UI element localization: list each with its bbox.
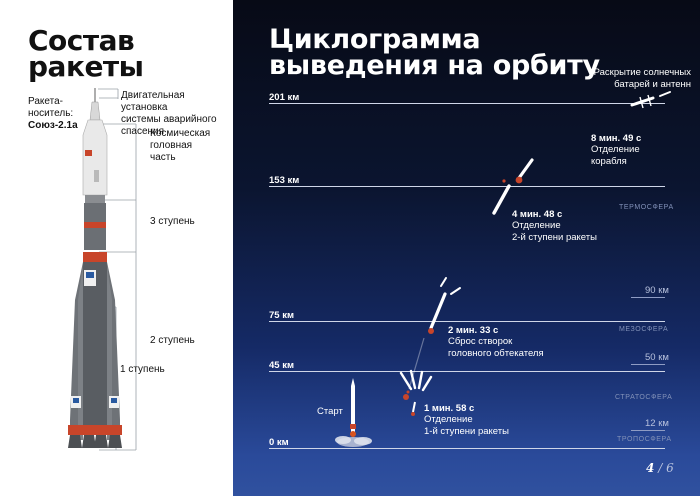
- zone-thermosphere: ТЕРМОСФЕРА: [619, 204, 674, 211]
- altitude-label-201: 201 км: [269, 92, 300, 103]
- page-separator: /: [658, 461, 663, 475]
- event-start-label: Старт: [317, 406, 343, 417]
- altitude-label-75: 75 км: [269, 310, 294, 321]
- event-1-text: Отделение 1-й ступени ракеты: [424, 414, 509, 437]
- page-current: 4: [646, 461, 655, 475]
- rocket-label: Ракета- носитель:: [28, 96, 74, 119]
- event-2-time: 2 мин. 33 с: [448, 325, 499, 336]
- event-1-time: 1 мин. 58 с: [424, 403, 475, 414]
- label-stage-3: 3 ступень: [150, 216, 195, 227]
- zone-km-90: 90 км: [645, 285, 669, 296]
- rocket-name: Союз-2.1а: [28, 120, 78, 131]
- ascent-cyclogram-panel: [233, 0, 700, 496]
- event-4-time: 8 мин. 49 с: [591, 133, 642, 144]
- zone-troposphere: ТРОПОСФЕРА: [617, 436, 672, 443]
- composition-title-line2: ракеты: [28, 50, 144, 83]
- event-3-time: 4 мин. 48 с: [512, 209, 563, 220]
- composition-title-line1: Состав: [28, 24, 135, 57]
- event-3-text: Отделение 2-й ступени ракеты: [512, 220, 597, 243]
- soyuz-rocket-illustration: [0, 0, 233, 496]
- label-head-section: Космическая головная часть: [150, 128, 211, 163]
- rocket-composition-panel: [0, 0, 233, 496]
- page-indicator: [646, 461, 674, 475]
- label-stage-2: 2 ступень: [150, 335, 195, 346]
- zone-km-50: 50 км: [645, 352, 669, 363]
- altitude-label-0: 0 км: [269, 437, 289, 448]
- event-2-text: Сброс створок головного обтекателя: [448, 336, 544, 359]
- cyclogram-title-line2: выведения на орбиту: [269, 50, 600, 81]
- solar-panel-deployment-illustration: [233, 0, 700, 496]
- page-total: 6: [666, 461, 674, 475]
- zone-stratosphere: СТРАТОСФЕРА: [615, 394, 673, 401]
- label-escape-system: Двигательная установка системы аварийного спасения: [121, 90, 217, 137]
- zone-km-12: 12 км: [645, 418, 669, 429]
- event-5-text: Раскрытие солнечных батарей и антенн: [593, 67, 691, 90]
- altitude-label-153: 153 км: [269, 175, 300, 186]
- altitude-label-45: 45 км: [269, 360, 294, 371]
- event-4-text: Отделение корабля: [591, 144, 640, 167]
- cyclogram-title-line1: Циклограмма: [269, 24, 481, 55]
- label-stage-1: 1 ступень: [120, 364, 165, 375]
- zone-mesosphere: МЕЗОСФЕРА: [619, 326, 669, 333]
